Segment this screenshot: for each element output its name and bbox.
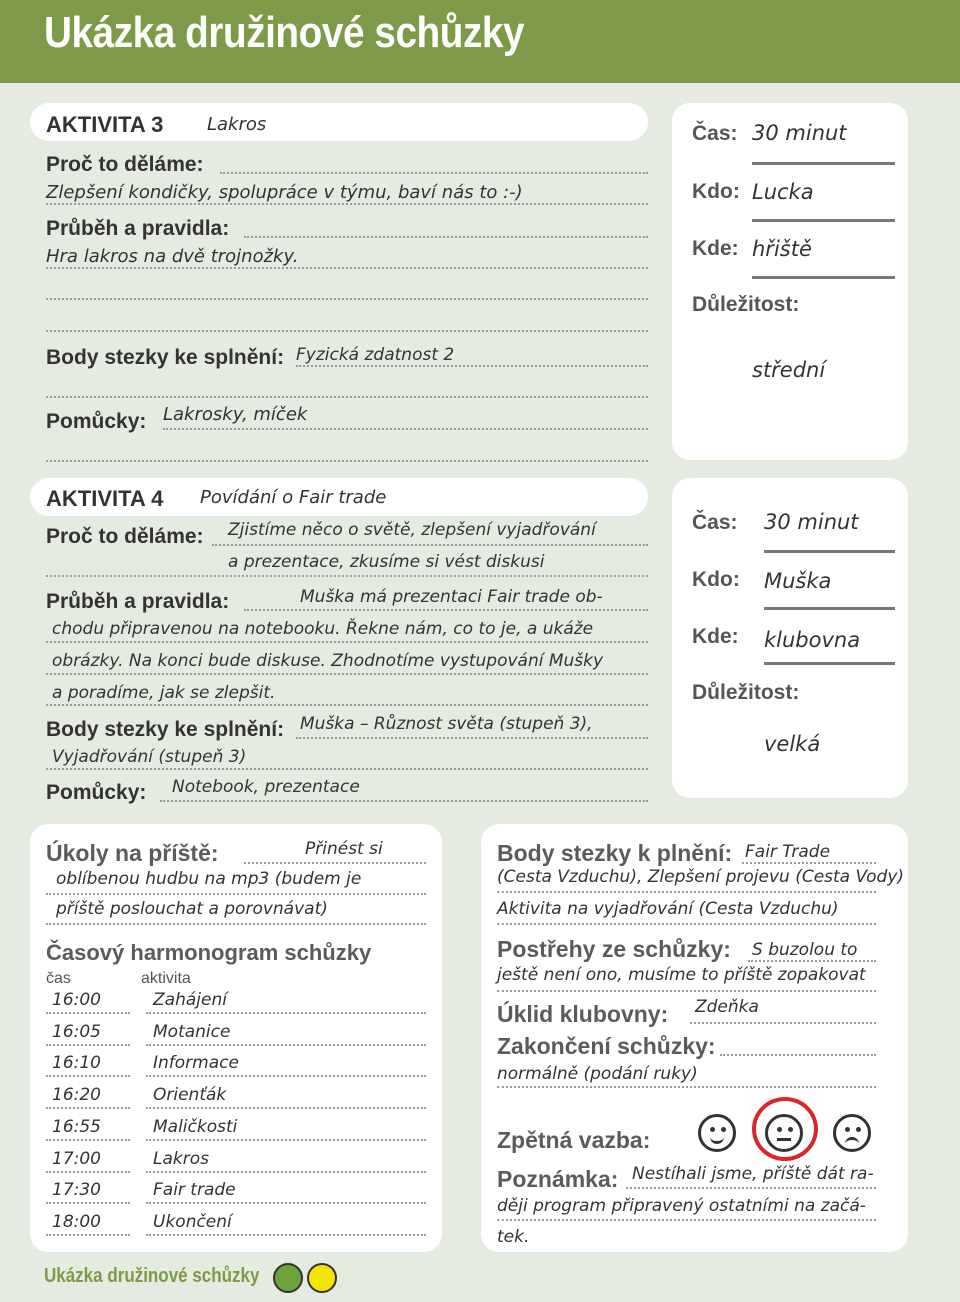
right-points-3: Aktivita na vyjadřování (Cesta Vzduchu) (497, 899, 839, 919)
dotted-line (244, 609, 648, 611)
schedule-activity: Zahájení (153, 990, 227, 1010)
activity4-importance: velká (764, 732, 821, 756)
schedule-time: 16:10 (52, 1053, 101, 1073)
schedule-time: 17:30 (52, 1180, 101, 1200)
tasks-line-3: příště poslouchat a porovnávat) (56, 899, 328, 919)
activity4-time: 30 minut (764, 510, 859, 534)
observations-label: Postřehy ze schůzky: (497, 936, 731, 962)
activity3-info-box (672, 103, 908, 460)
activity4-tools: Notebook, prezentace (172, 777, 360, 797)
dotted-line (146, 1202, 426, 1204)
separator-line (764, 662, 895, 665)
dotted-line (212, 544, 648, 546)
note-2: ději program připravený ostatními na začá- (497, 1196, 866, 1216)
page-title: Ukázka družinové schůzky (44, 8, 525, 57)
dotted-line (720, 1054, 876, 1056)
activity3-who-label: Kdo: (692, 180, 740, 203)
page-header (0, 0, 960, 83)
dotted-line (146, 1012, 426, 1014)
dotted-line (160, 800, 648, 802)
activity4-name: Povídání o Fair trade (200, 487, 387, 508)
separator-line (764, 607, 895, 610)
dotted-line (146, 1044, 426, 1046)
activity4-who: Muška (764, 569, 832, 593)
selected-feedback-circle (752, 1097, 818, 1161)
dotted-line (46, 1107, 130, 1109)
activity3-points: Fyzická zdatnost 2 (296, 345, 455, 365)
ending-value: normálně (podání ruky) (497, 1064, 698, 1084)
activity4-rules-4: a poradíme, jak se zlepšit. (52, 683, 276, 703)
activity3-heading: AKTIVITA 3 (46, 112, 164, 137)
activity3-points-label: Body stezky ke splnění: (46, 346, 285, 369)
dotted-line (46, 704, 648, 706)
dotted-line (497, 923, 876, 925)
ending-label: Zakončení schůzky: (497, 1033, 716, 1059)
activity4-where: klubovna (764, 628, 861, 652)
activity4-rules-2: chodu připravenou na notebooku. Řekne nám, co to je, a ukáže (52, 619, 594, 639)
activity4-rules-label: Průběh a pravidla: (46, 590, 230, 613)
dotted-line (46, 1012, 130, 1014)
dotted-line (497, 891, 876, 893)
dotted-line (46, 203, 648, 205)
activity3-why-label: Proč to děláme: (46, 153, 204, 176)
schedule-time: 17:00 (52, 1149, 101, 1169)
dotted-line (146, 1234, 426, 1236)
activity4-points-2: Vyjadřování (stupeň 3) (52, 747, 247, 767)
schedule-activity: Lakros (153, 1149, 209, 1169)
right-points-label: Body stezky k plnění: (497, 840, 733, 866)
cleanup-label: Úklid klubovny: (497, 1001, 669, 1027)
schedule-activity: Motanice (153, 1022, 231, 1042)
schedule-activity: Orienťák (153, 1085, 227, 1105)
observations-1: S buzolou to (752, 940, 858, 960)
feedback-label: Zpětná vazba: (497, 1127, 651, 1153)
schedule-label: Časový harmonogram schůzky (46, 940, 372, 965)
activity3-time-label: Čas: (692, 122, 738, 145)
dotted-line (46, 893, 426, 895)
dotted-line (46, 923, 426, 925)
sad-face-icon[interactable] (833, 1114, 871, 1152)
activity4-where-label: Kde: (692, 625, 739, 648)
schedule-activity: Fair trade (153, 1180, 236, 1200)
dotted-line (497, 990, 876, 992)
tasks-label: Úkoly na příště: (46, 840, 219, 866)
dotted-line (46, 1139, 130, 1141)
activity3-importance-label: Důležitost: (692, 293, 800, 316)
activity3-who: Lucka (752, 180, 814, 204)
activity4-why-label: Proč to děláme: (46, 525, 204, 548)
dotted-line (244, 862, 426, 864)
dotted-line (748, 960, 876, 962)
separator-line (752, 219, 895, 222)
separator-line (752, 276, 895, 279)
activity3-rules-label: Průběh a pravidla: (46, 217, 230, 240)
footer-title: Ukázka družinové schůzky (44, 1265, 260, 1287)
dotted-line (46, 330, 648, 332)
activity4-tools-label: Pomůcky: (46, 781, 147, 804)
dotted-line (46, 396, 648, 398)
dotted-line (46, 1234, 130, 1236)
dotted-line (46, 460, 648, 462)
schedule-time: 16:00 (52, 990, 101, 1010)
activity3-time: 30 minut (752, 121, 847, 145)
note-label: Poznámka: (497, 1166, 619, 1192)
schedule-activity: Informace (153, 1053, 239, 1073)
footer-yellow-dot (307, 1263, 337, 1293)
dotted-line (146, 1171, 426, 1173)
activity4-points-label: Body stezky ke splnění: (46, 718, 285, 741)
schedule-time: 16:55 (52, 1117, 101, 1137)
right-points-2: (Cesta Vzduchu), Zlepšení projevu (Cesta Vody) (497, 867, 905, 887)
dotted-line (742, 862, 876, 864)
activity3-where: hřiště (752, 237, 812, 261)
observations-2: ještě není ono, musíme to příště zopakovat (497, 965, 866, 985)
activity3-why: Zlepšení kondičky, spolupráce v týmu, baví nás to :-) (46, 182, 523, 203)
dotted-line (46, 267, 648, 269)
activity4-points-1: Muška – Různost světa (stupeň 3), (300, 714, 593, 734)
dotted-line (46, 673, 648, 675)
happy-face-icon[interactable] (698, 1114, 736, 1152)
separator-line (764, 550, 895, 553)
note-1: Nestíhali jsme, příště dát ra- (632, 1164, 874, 1184)
cleanup-value: Zdeňka (695, 997, 759, 1017)
activity4-importance-label: Důležitost: (692, 681, 800, 704)
dotted-line (626, 1187, 876, 1189)
dotted-line (46, 641, 648, 643)
dotted-line (46, 1075, 130, 1077)
dotted-line (146, 1107, 426, 1109)
activity3-name: Lakros (207, 114, 267, 135)
schedule-activity: Maličkosti (153, 1117, 238, 1137)
schedule-col-time: čas (46, 970, 71, 987)
tasks-line-2: oblíbenou hudbu na mp3 (budem je (56, 869, 362, 889)
right-points-1: Fair Trade (745, 842, 831, 862)
separator-line (752, 162, 895, 165)
activity4-heading: AKTIVITA 4 (46, 486, 164, 511)
dotted-line (296, 365, 648, 367)
dotted-line (220, 172, 648, 174)
footer-green-dot (273, 1263, 303, 1293)
dotted-line (146, 1139, 426, 1141)
dotted-line (46, 1171, 130, 1173)
activity3-importance: střední (752, 358, 826, 382)
activity3-tools: Lakrosky, míček (163, 404, 308, 425)
activity4-why-1: Zjistíme něco o světě, zlepšení vyjadřování (228, 520, 596, 540)
dotted-line (296, 737, 648, 739)
schedule-time: 16:20 (52, 1085, 101, 1105)
activity4-rules-1: Muška má prezentaci Fair trade ob- (300, 587, 603, 607)
dotted-line (46, 1202, 130, 1204)
tasks-line-1: Přinést si (305, 839, 383, 859)
dotted-line (244, 236, 648, 238)
dotted-line (46, 768, 648, 770)
dotted-line (46, 1044, 130, 1046)
activity4-who-label: Kdo: (692, 568, 740, 591)
schedule-time: 18:00 (52, 1212, 101, 1232)
dotted-line (146, 1075, 426, 1077)
dotted-line (690, 1022, 876, 1024)
dotted-line (497, 1219, 876, 1221)
activity4-why-2: a prezentace, zkusíme si vést diskusi (228, 552, 545, 572)
activity4-rules-3: obrázky. Na konci bude diskuse. Zhodnotíme vystupování Mušky (52, 651, 604, 671)
schedule-col-activity: aktivita (141, 970, 191, 987)
schedule-activity: Ukončení (153, 1212, 232, 1232)
note-3: tek. (497, 1227, 530, 1247)
activity3-where-label: Kde: (692, 237, 739, 260)
dotted-line (46, 575, 648, 577)
dotted-line (163, 428, 648, 430)
activity3-rules: Hra lakros na dvě trojnožky. (46, 246, 299, 267)
activity3-tools-label: Pomůcky: (46, 410, 147, 433)
schedule-time: 16:05 (52, 1022, 101, 1042)
activity4-time-label: Čas: (692, 511, 738, 534)
dotted-line (46, 298, 648, 300)
dotted-line (497, 1086, 876, 1088)
